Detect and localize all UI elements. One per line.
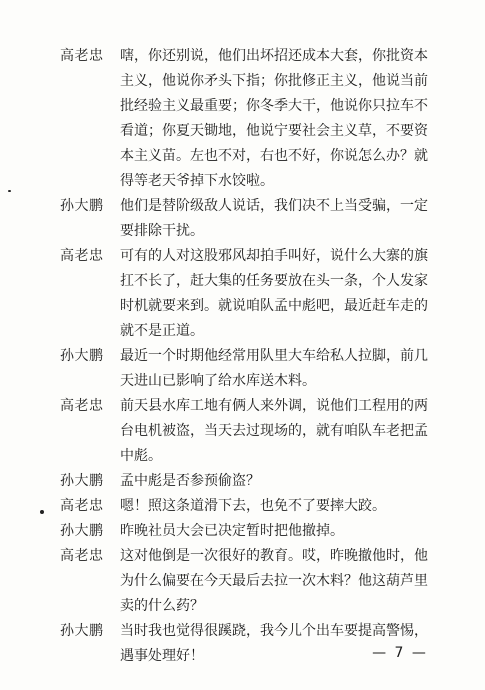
speech-line: 这对他倒是一次很好的教育。哎，昨晚撤他时，他 (120, 548, 428, 564)
page-number: — 7 — (372, 645, 428, 661)
speech-text (120, 344, 455, 394)
speech-line: 台电机被盗，当天去过现场的，就有咱队车老把孟 (120, 423, 428, 439)
dialogue-entry (60, 344, 455, 394)
speech-line: 遇事处理好！ (120, 648, 204, 664)
speech-line: 本主义苗。左也不对，右也不好，你说怎么办？就 (120, 148, 428, 164)
speech-line: 可有的人对这股邪风却拍手叫好，说什么大寨的旗 (120, 248, 428, 264)
print-speck (40, 510, 44, 514)
dialogue-entry (60, 519, 455, 544)
speech-line: 看道；你夏天锄地，他说宁要社会主义草，不要资 (120, 123, 428, 139)
dialogue-entry (60, 469, 455, 494)
speaker-name: 孙大鹏 (60, 623, 104, 639)
speech-line: 得等老天爷掉下水饺啦。 (120, 173, 274, 189)
speaker-name: 高老忠 (60, 48, 104, 64)
speech-line: 孟中彪是否参预偷盗？ (120, 473, 260, 489)
speech-line: 主义，他说你矛头下指；你批修正主义，他说当前 (120, 73, 428, 89)
speech-line: 卖的什么药？ (120, 598, 204, 614)
speaker-name: 高老忠 (60, 248, 104, 264)
speech-line: 批经验主义最重要；你冬季大干，他说你只拉车不 (120, 98, 428, 114)
dialogue-body (60, 44, 455, 669)
speech-line: 前天县水库工地有俩人来外调，说他们工程用的两 (120, 398, 428, 414)
speech-line: 嗐，你还别说，他们出坏招还成本大套，你批资本 (120, 48, 428, 64)
speech-line: 天进山已影响了给水库送木料。 (120, 373, 316, 389)
speaker-name: 高老忠 (60, 548, 104, 564)
speaker-name: 孙大鹏 (60, 473, 104, 489)
speech-line: 中彪。 (120, 448, 162, 464)
speech-line: 昨晚社员大会已决定暂时把他撤掉。 (120, 523, 344, 539)
speech-text (120, 619, 455, 669)
speech-text (120, 494, 455, 519)
dialogue-entry (60, 619, 455, 669)
speech-text (120, 544, 455, 619)
speech-text (120, 194, 455, 244)
speech-line: 最近一个时期他经常用队里大车给私人拉脚，前几 (120, 348, 428, 364)
dialogue-entry (60, 44, 455, 194)
print-speck (8, 190, 11, 192)
speech-line: 当时我也觉得很蹊跷，我今儿个出车要提高警惕， (120, 623, 428, 639)
speech-text (120, 519, 455, 544)
dialogue-entry (60, 494, 455, 519)
speech-line: 扛不长了，赶大集的任务要放在头一条，个人发家 (120, 273, 428, 289)
speech-line: 时机就要来到。就说咱队孟中彪吧，最近赶车走的 (120, 298, 428, 314)
speech-line: 嗯！照这条道滑下去，也免不了要摔大跤。 (120, 498, 386, 514)
dialogue-entry (60, 244, 455, 344)
speech-line: 为什么偏要在今天最后去拉一次木料？他这葫芦里 (120, 573, 428, 589)
speaker-name: 孙大鹏 (60, 198, 104, 214)
speech-text (120, 44, 455, 194)
speaker-name: 孙大鹏 (60, 348, 104, 364)
speech-text (120, 244, 455, 344)
speech-text (120, 469, 455, 494)
speech-text (120, 394, 455, 469)
dialogue-entry (60, 194, 455, 244)
speech-line: 要排除干扰。 (120, 223, 204, 239)
speaker-name: 高老忠 (60, 398, 104, 414)
speech-line: 他们是替阶级敌人说话，我们决不上当受骗，一定 (120, 198, 428, 214)
dialogue-entry (60, 394, 455, 469)
speech-line: 就不是正道。 (120, 323, 204, 339)
speaker-name: 孙大鹏 (60, 523, 104, 539)
dialogue-entry (60, 544, 455, 619)
speaker-name: 高老忠 (60, 498, 104, 514)
